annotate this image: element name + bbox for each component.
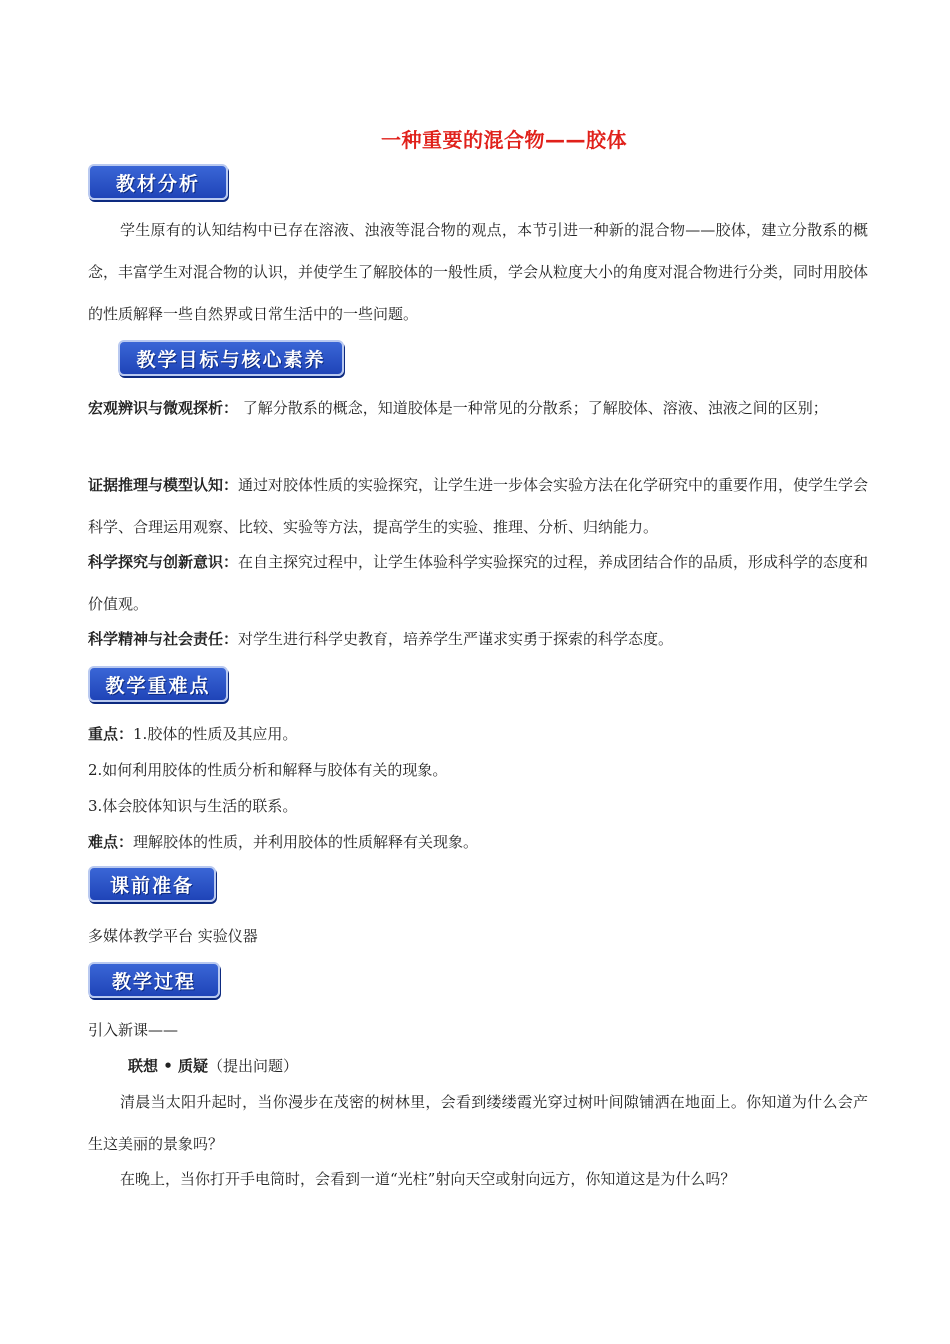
section-badge-analysis: 教材分析	[88, 164, 228, 200]
objective-item	[88, 464, 878, 548]
page-title: 一种重要的混合物——胶体	[381, 128, 627, 152]
objective-label: 证据推理与模型认知：	[88, 476, 239, 494]
process-paragraph: 在晚上，当你打开手电筒时，会看到一道“光柱”射向天空或射向远方，你知道这是为什么吗？	[120, 1170, 736, 1188]
section-badge-objectives: 教学目标与核心素养	[118, 340, 344, 376]
objective-item	[88, 618, 878, 660]
objective-label: 科学精神与社会责任：	[88, 630, 239, 648]
key-point-line	[88, 723, 878, 744]
section-badge-keypoints: 教学重难点	[88, 666, 228, 702]
objective-label: 宏观辨识与微观探析：	[88, 399, 239, 417]
key-point-line: 3.体会胶体知识与生活的联系。	[88, 797, 298, 815]
key-point-text: 1.胶体的性质及其应用。	[133, 725, 298, 743]
subheading-normal: （提出问题）	[208, 1057, 299, 1075]
section-badge-prep: 课前准备	[88, 866, 216, 902]
prep-text: 多媒体教学平台 实验仪器	[88, 927, 258, 945]
section-badge-process: 教学过程	[88, 962, 220, 998]
difficulty-line	[88, 831, 878, 852]
difficulty-text: 理解胶体的性质，并利用胶体的性质解释有关现象。	[133, 833, 479, 851]
objective-text: 在自主探究过程中，让学生体验科学实验探究的过程，养成团结合作的品质，形成科学的态度和价值观。	[88, 553, 869, 613]
subheading	[128, 1055, 918, 1076]
difficulty-label: 难点：	[88, 833, 134, 851]
objective-item	[88, 541, 878, 625]
key-point-line: 2.如何利用胶体的性质分析和解释与胶体有关的现象。	[88, 761, 448, 779]
objective-text: 了解分散系的概念，知道胶体是一种常见的分散系；了解胶体、溶液、浊液之间的区别；	[238, 399, 828, 417]
objective-text: 对学生进行科学史教育，培养学生严谨求实勇于探索的科学态度。	[238, 630, 674, 648]
analysis-paragraph: 学生原有的认知结构中已存在溶液、浊液等混合物的观点，本节引进一种新的混合物——胶体，建立分散系的概念，丰富学生对混合物的认识，并使学生了解胶体的一般性质，学会从粒度大小的角度对混合物进行分类，同时用胶体的性质解释一些自然界或日常生活中的一些问题。	[88, 221, 869, 323]
objective-text: 通过对胶体性质的实验探究，让学生进一步体会实验方法在化学研究中的重要作用，使学生学会科学、合理运用观察、比较、实验等方法，提高学生的实验、推理、分析、归纳能力。	[88, 476, 869, 536]
subheading-bold: 联想 • 质疑	[128, 1057, 209, 1075]
objective-label: 科学探究与创新意识：	[88, 553, 239, 571]
intro-text: 引入新课——	[88, 1021, 179, 1039]
objective-item	[88, 387, 878, 429]
key-point-label: 重点：	[88, 725, 134, 743]
process-paragraph: 清晨当太阳升起时，当你漫步在茂密的树林里，会看到缕缕霞光穿过树叶间隙铺洒在地面上。你知道为什么会产生这美丽的景象吗？	[88, 1093, 868, 1153]
